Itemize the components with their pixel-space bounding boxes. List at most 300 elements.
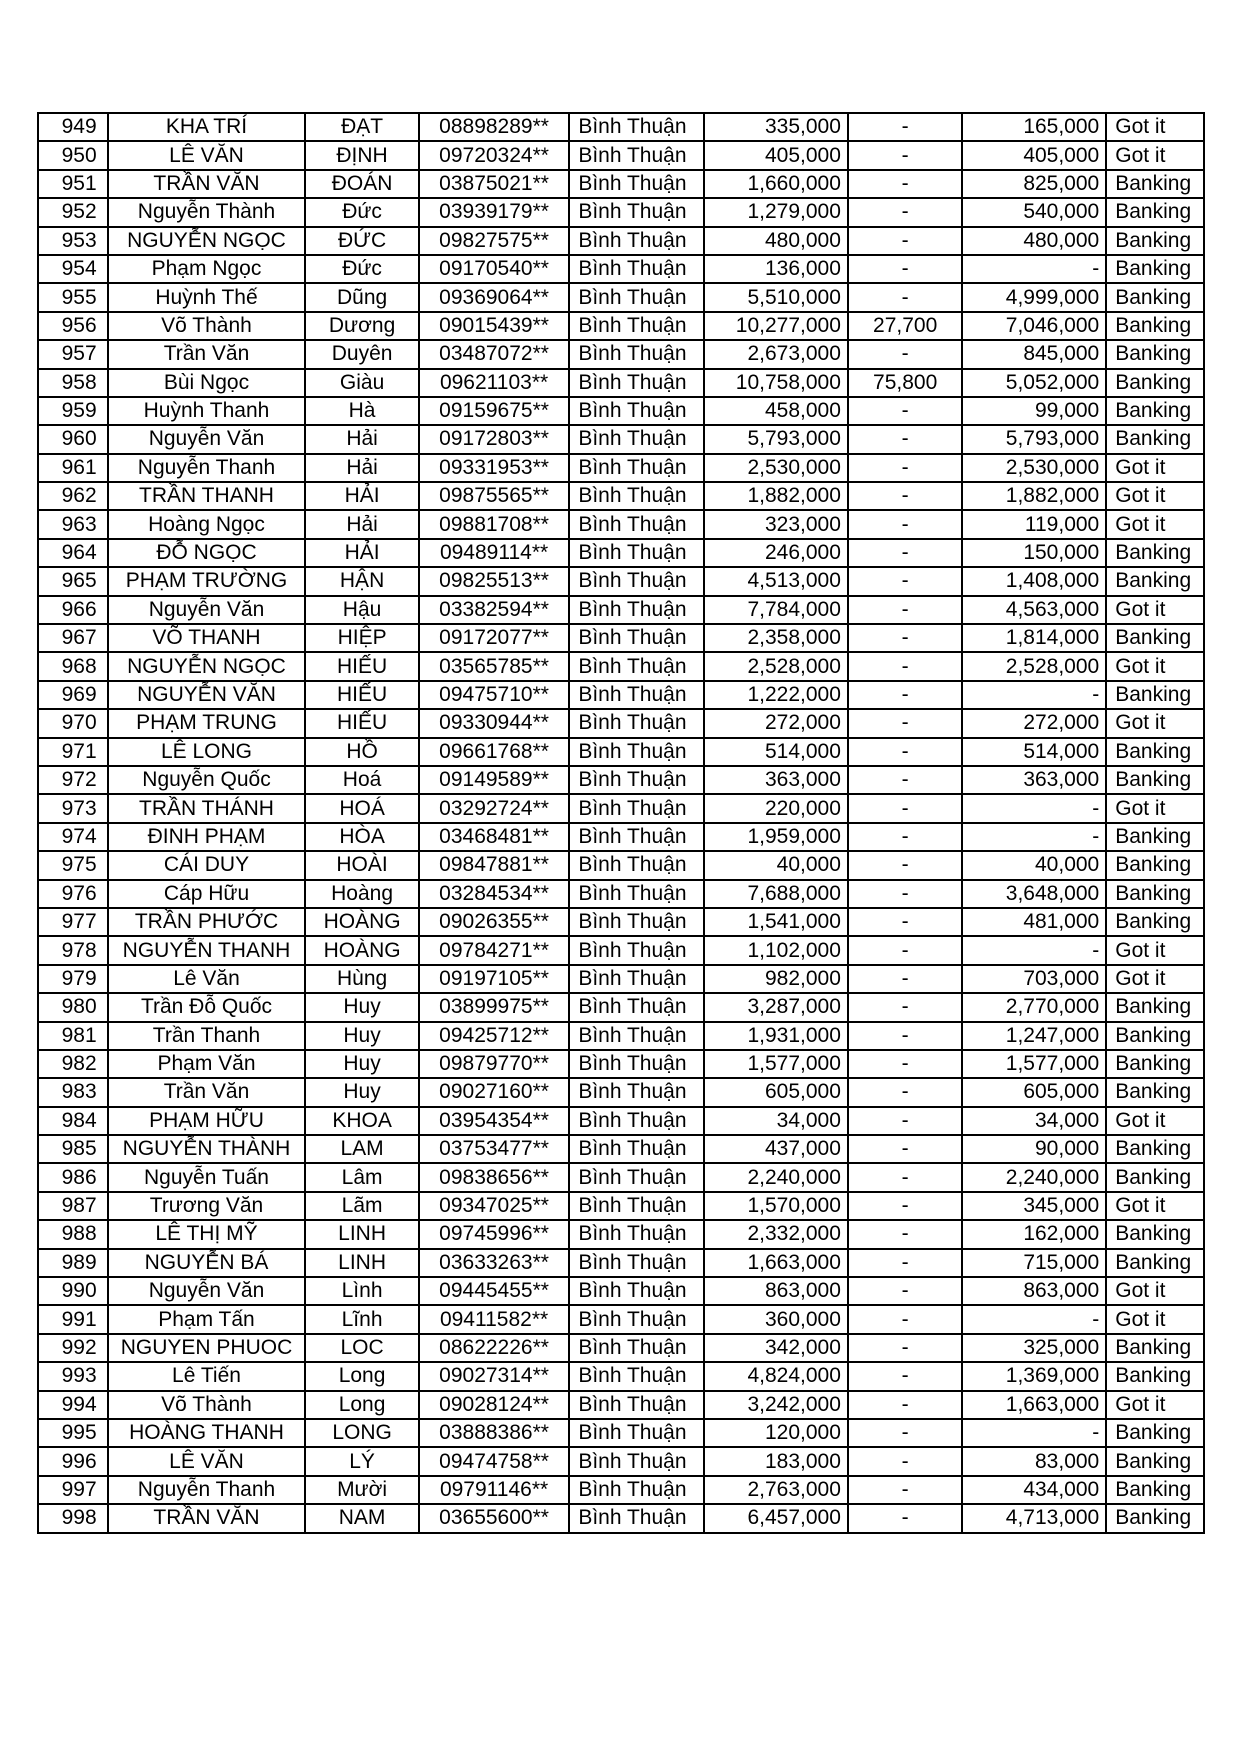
deduction-cell: - (848, 482, 963, 510)
province-cell: Bình Thuận (569, 539, 704, 567)
paid-amount-cell: - (962, 1419, 1106, 1447)
deduction-cell: - (848, 1447, 963, 1475)
given-name-cell: Hải (305, 510, 418, 538)
row-number: 960 (38, 425, 108, 453)
province-cell: Bình Thuận (569, 596, 704, 624)
payment-method-cell: Banking (1106, 198, 1204, 226)
deduction-cell: - (848, 113, 963, 141)
given-name-cell: Huy (305, 1022, 418, 1050)
given-name-cell: HỒ (305, 738, 418, 766)
province-cell: Bình Thuận (569, 1391, 704, 1419)
deduction-cell: - (848, 340, 963, 368)
deduction-cell: - (848, 510, 963, 538)
amount-cell: 2,358,000 (704, 624, 848, 652)
surname-cell: TRẦN PHƯỚC (108, 908, 306, 936)
deduction-cell: 27,700 (848, 312, 963, 340)
deduction-cell: - (848, 1135, 963, 1163)
paid-amount-cell: 480,000 (962, 227, 1106, 255)
row-number: 956 (38, 312, 108, 340)
province-cell: Bình Thuận (569, 425, 704, 453)
deduction-cell: - (848, 936, 963, 964)
table-row (38, 1504, 1204, 1532)
paid-amount-cell: 1,882,000 (962, 482, 1106, 510)
phone-cell: 09026355** (419, 908, 570, 936)
surname-cell: TRẦN THANH (108, 482, 306, 510)
surname-cell: Hoàng Ngọc (108, 510, 306, 538)
deduction-cell: - (848, 425, 963, 453)
phone-cell: 09661768** (419, 738, 570, 766)
phone-cell: 09791146** (419, 1476, 570, 1504)
given-name-cell: Hoàng (305, 880, 418, 908)
surname-cell: PHẠM TRUNG (108, 709, 306, 737)
province-cell: Bình Thuận (569, 255, 704, 283)
surname-cell: Trần Văn (108, 340, 306, 368)
phone-cell: 03468481** (419, 823, 570, 851)
surname-cell: Nguyễn Thanh (108, 1476, 306, 1504)
given-name-cell: HOÁ (305, 794, 418, 822)
province-cell: Bình Thuận (569, 738, 704, 766)
phone-cell: 09411582** (419, 1305, 570, 1333)
row-number: 974 (38, 823, 108, 851)
deduction-cell: - (848, 794, 963, 822)
phone-cell: 09172803** (419, 425, 570, 453)
payment-method-cell: Banking (1106, 1050, 1204, 1078)
given-name-cell: HẢI (305, 539, 418, 567)
phone-cell: 09027160** (419, 1078, 570, 1106)
deduction-cell: - (848, 738, 963, 766)
table-row (38, 454, 1204, 482)
amount-cell: 4,824,000 (704, 1362, 848, 1390)
table-row (38, 1476, 1204, 1504)
table-row (38, 1107, 1204, 1135)
row-number: 953 (38, 227, 108, 255)
amount-cell: 1,279,000 (704, 198, 848, 226)
paid-amount-cell: 99,000 (962, 397, 1106, 425)
phone-cell: 09784271** (419, 936, 570, 964)
phone-cell: 09847881** (419, 851, 570, 879)
table-row (38, 113, 1204, 141)
amount-cell: 40,000 (704, 851, 848, 879)
amount-cell: 220,000 (704, 794, 848, 822)
phone-cell: 03382594** (419, 596, 570, 624)
deduction-cell: - (848, 596, 963, 624)
payment-method-cell: Got it (1106, 482, 1204, 510)
payment-method-cell: Banking (1106, 227, 1204, 255)
phone-cell: 09330944** (419, 709, 570, 737)
province-cell: Bình Thuận (569, 170, 704, 198)
amount-cell: 405,000 (704, 141, 848, 169)
payment-method-cell: Got it (1106, 510, 1204, 538)
row-number: 972 (38, 766, 108, 794)
province-cell: Bình Thuận (569, 312, 704, 340)
surname-cell: LÊ VĂN (108, 141, 306, 169)
paid-amount-cell: 1,814,000 (962, 624, 1106, 652)
phone-cell: 09172077** (419, 624, 570, 652)
phone-cell: 09197105** (419, 965, 570, 993)
payment-method-cell: Banking (1106, 397, 1204, 425)
row-number: 980 (38, 993, 108, 1021)
payment-method-cell: Got it (1106, 965, 1204, 993)
province-cell: Bình Thuận (569, 794, 704, 822)
paid-amount-cell: 5,052,000 (962, 369, 1106, 397)
table-row (38, 766, 1204, 794)
table-row (38, 1022, 1204, 1050)
table-row (38, 1277, 1204, 1305)
paid-amount-cell: 514,000 (962, 738, 1106, 766)
deduction-cell: - (848, 1192, 963, 1220)
deduction-cell: - (848, 1050, 963, 1078)
table-row (38, 709, 1204, 737)
row-number: 965 (38, 567, 108, 595)
paid-amount-cell: 3,648,000 (962, 880, 1106, 908)
paid-amount-cell: 405,000 (962, 141, 1106, 169)
phone-cell: 09347025** (419, 1192, 570, 1220)
given-name-cell: HẢI (305, 482, 418, 510)
province-cell: Bình Thuận (569, 1078, 704, 1106)
amount-cell: 863,000 (704, 1277, 848, 1305)
table-row (38, 936, 1204, 964)
province-cell: Bình Thuận (569, 681, 704, 709)
province-cell: Bình Thuận (569, 1163, 704, 1191)
paid-amount-cell: 434,000 (962, 1476, 1106, 1504)
row-number: 998 (38, 1504, 108, 1532)
deduction-cell: - (848, 993, 963, 1021)
row-number: 993 (38, 1362, 108, 1390)
province-cell: Bình Thuận (569, 1107, 704, 1135)
amount-cell: 5,510,000 (704, 283, 848, 311)
given-name-cell: Lâm (305, 1163, 418, 1191)
given-name-cell: ĐOÁN (305, 170, 418, 198)
payment-method-cell: Banking (1106, 681, 1204, 709)
given-name-cell: Long (305, 1362, 418, 1390)
table-row (38, 1249, 1204, 1277)
province-cell: Bình Thuận (569, 1334, 704, 1362)
province-cell: Bình Thuận (569, 1362, 704, 1390)
amount-cell: 1,102,000 (704, 936, 848, 964)
amount-cell: 2,528,000 (704, 652, 848, 680)
given-name-cell: HIẾU (305, 709, 418, 737)
phone-cell: 09159675** (419, 397, 570, 425)
surname-cell: ĐỖ NGỌC (108, 539, 306, 567)
phone-cell: 09474758** (419, 1447, 570, 1475)
paid-amount-cell: 40,000 (962, 851, 1106, 879)
amount-cell: 6,457,000 (704, 1504, 848, 1532)
given-name-cell: HOÀI (305, 851, 418, 879)
surname-cell: NGUYỄN NGỌC (108, 652, 306, 680)
province-cell: Bình Thuận (569, 1050, 704, 1078)
province-cell: Bình Thuận (569, 1192, 704, 1220)
province-cell: Bình Thuận (569, 1447, 704, 1475)
surname-cell: Võ Thành (108, 1391, 306, 1419)
paid-amount-cell: 5,793,000 (962, 425, 1106, 453)
payment-method-cell: Banking (1106, 1476, 1204, 1504)
amount-cell: 982,000 (704, 965, 848, 993)
table-row (38, 652, 1204, 680)
table-row (38, 510, 1204, 538)
given-name-cell: Đức (305, 198, 418, 226)
province-cell: Bình Thuận (569, 1220, 704, 1248)
payment-method-cell: Banking (1106, 283, 1204, 311)
surname-cell: Huỳnh Thanh (108, 397, 306, 425)
deduction-cell: - (848, 1334, 963, 1362)
province-cell: Bình Thuận (569, 936, 704, 964)
surname-cell: TRẦN THÁNH (108, 794, 306, 822)
paid-amount-cell: 703,000 (962, 965, 1106, 993)
table-row (38, 681, 1204, 709)
surname-cell: LÊ THỊ MỸ (108, 1220, 306, 1248)
surname-cell: LÊ LONG (108, 738, 306, 766)
table-row (38, 624, 1204, 652)
deduction-cell: - (848, 198, 963, 226)
deduction-cell: - (848, 397, 963, 425)
deduction-cell: - (848, 823, 963, 851)
payment-method-cell: Banking (1106, 738, 1204, 766)
payment-method-cell: Banking (1106, 1135, 1204, 1163)
phone-cell: 09621103** (419, 369, 570, 397)
paid-amount-cell: 325,000 (962, 1334, 1106, 1362)
amount-cell: 1,882,000 (704, 482, 848, 510)
row-number: 996 (38, 1447, 108, 1475)
table-row (38, 1163, 1204, 1191)
phone-cell: 09720324** (419, 141, 570, 169)
phone-cell: 09827575** (419, 227, 570, 255)
province-cell: Bình Thuận (569, 1022, 704, 1050)
table-row (38, 482, 1204, 510)
given-name-cell: ĐỨC (305, 227, 418, 255)
amount-cell: 1,931,000 (704, 1022, 848, 1050)
phone-cell: 03655600** (419, 1504, 570, 1532)
amount-cell: 458,000 (704, 397, 848, 425)
row-number: 979 (38, 965, 108, 993)
row-number: 951 (38, 170, 108, 198)
deduction-cell: - (848, 141, 963, 169)
province-cell: Bình Thuận (569, 198, 704, 226)
amount-cell: 246,000 (704, 539, 848, 567)
phone-cell: 03565785** (419, 652, 570, 680)
deduction-cell: 75,800 (848, 369, 963, 397)
deduction-cell: - (848, 880, 963, 908)
deduction-cell: - (848, 283, 963, 311)
payment-method-cell: Banking (1106, 1334, 1204, 1362)
given-name-cell: Hoá (305, 766, 418, 794)
province-cell: Bình Thuận (569, 1476, 704, 1504)
surname-cell: HOÀNG THANH (108, 1419, 306, 1447)
province-cell: Bình Thuận (569, 283, 704, 311)
paid-amount-cell: - (962, 1305, 1106, 1333)
table-row (38, 567, 1204, 595)
province-cell: Bình Thuận (569, 993, 704, 1021)
amount-cell: 4,513,000 (704, 567, 848, 595)
given-name-cell: LAM (305, 1135, 418, 1163)
phone-cell: 03753477** (419, 1135, 570, 1163)
phone-cell: 09875565** (419, 482, 570, 510)
surname-cell: NGUYEN PHUOC (108, 1334, 306, 1362)
row-number: 978 (38, 936, 108, 964)
phone-cell: 03899975** (419, 993, 570, 1021)
amount-cell: 1,570,000 (704, 1192, 848, 1220)
amount-cell: 183,000 (704, 1447, 848, 1475)
table-row (38, 1220, 1204, 1248)
payment-method-cell: Banking (1106, 255, 1204, 283)
amount-cell: 514,000 (704, 738, 848, 766)
row-number: 994 (38, 1391, 108, 1419)
row-number: 991 (38, 1305, 108, 1333)
table-row (38, 227, 1204, 255)
amount-cell: 437,000 (704, 1135, 848, 1163)
surname-cell: Phạm Ngọc (108, 255, 306, 283)
deduction-cell: - (848, 1504, 963, 1532)
province-cell: Bình Thuận (569, 340, 704, 368)
row-number: 959 (38, 397, 108, 425)
surname-cell: Cáp Hữu (108, 880, 306, 908)
deduction-cell: - (848, 652, 963, 680)
amount-cell: 480,000 (704, 227, 848, 255)
phone-cell: 09475710** (419, 681, 570, 709)
row-number: 950 (38, 141, 108, 169)
payment-method-cell: Got it (1106, 1277, 1204, 1305)
phone-cell: 09149589** (419, 766, 570, 794)
table-row (38, 255, 1204, 283)
province-cell: Bình Thuận (569, 823, 704, 851)
payment-method-cell: Banking (1106, 1022, 1204, 1050)
payment-method-cell: Banking (1106, 766, 1204, 794)
province-cell: Bình Thuận (569, 652, 704, 680)
province-cell: Bình Thuận (569, 113, 704, 141)
amount-cell: 10,277,000 (704, 312, 848, 340)
given-name-cell: HẬN (305, 567, 418, 595)
phone-cell: 09027314** (419, 1362, 570, 1390)
phone-cell: 03954354** (419, 1107, 570, 1135)
surname-cell: PHẠM TRƯỜNG (108, 567, 306, 595)
given-name-cell: Dương (305, 312, 418, 340)
deduction-cell: - (848, 851, 963, 879)
phone-cell: 09881708** (419, 510, 570, 538)
paid-amount-cell: 272,000 (962, 709, 1106, 737)
given-name-cell: Long (305, 1391, 418, 1419)
payment-method-cell: Banking (1106, 851, 1204, 879)
given-name-cell: HOÀNG (305, 936, 418, 964)
surname-cell: TRẦN VĂN (108, 1504, 306, 1532)
amount-cell: 7,784,000 (704, 596, 848, 624)
surname-cell: Nguyễn Văn (108, 1277, 306, 1305)
paid-amount-cell: 162,000 (962, 1220, 1106, 1248)
paid-amount-cell: 825,000 (962, 170, 1106, 198)
deduction-cell: - (848, 567, 963, 595)
table-body (38, 113, 1204, 1533)
payment-method-cell: Banking (1106, 1504, 1204, 1532)
payment-method-cell: Banking (1106, 880, 1204, 908)
province-cell: Bình Thuận (569, 851, 704, 879)
paid-amount-cell: 2,528,000 (962, 652, 1106, 680)
deduction-cell: - (848, 1078, 963, 1106)
given-name-cell: HÒA (305, 823, 418, 851)
payment-method-cell: Got it (1106, 141, 1204, 169)
given-name-cell: Dũng (305, 283, 418, 311)
surname-cell: TRẦN VĂN (108, 170, 306, 198)
given-name-cell: Mười (305, 1476, 418, 1504)
table-row (38, 340, 1204, 368)
province-cell: Bình Thuận (569, 965, 704, 993)
province-cell: Bình Thuận (569, 1135, 704, 1163)
payment-method-cell: Got it (1106, 794, 1204, 822)
deduction-cell: - (848, 1391, 963, 1419)
table-row (38, 1135, 1204, 1163)
row-number: 957 (38, 340, 108, 368)
surname-cell: LÊ VĂN (108, 1447, 306, 1475)
payment-method-cell: Banking (1106, 823, 1204, 851)
province-cell: Bình Thuận (569, 709, 704, 737)
province-cell: Bình Thuận (569, 482, 704, 510)
surname-cell: NGUYỄN BÁ (108, 1249, 306, 1277)
surname-cell: NGUYỄN NGỌC (108, 227, 306, 255)
province-cell: Bình Thuận (569, 369, 704, 397)
paid-amount-cell: 1,369,000 (962, 1362, 1106, 1390)
amount-cell: 272,000 (704, 709, 848, 737)
amount-cell: 363,000 (704, 766, 848, 794)
province-cell: Bình Thuận (569, 227, 704, 255)
row-number: 987 (38, 1192, 108, 1220)
payment-method-cell: Banking (1106, 369, 1204, 397)
given-name-cell: Hậu (305, 596, 418, 624)
row-number: 973 (38, 794, 108, 822)
row-number: 962 (38, 482, 108, 510)
payment-method-cell: Banking (1106, 312, 1204, 340)
deduction-cell: - (848, 227, 963, 255)
paid-amount-cell: 715,000 (962, 1249, 1106, 1277)
data-table (37, 112, 1205, 1534)
surname-cell: NGUYỄN THANH (108, 936, 306, 964)
table-row (38, 1192, 1204, 1220)
surname-cell: Nguyễn Thành (108, 198, 306, 226)
amount-cell: 342,000 (704, 1334, 848, 1362)
surname-cell: KHA TRÍ (108, 113, 306, 141)
surname-cell: Trương Văn (108, 1192, 306, 1220)
row-number: 986 (38, 1163, 108, 1191)
row-number: 963 (38, 510, 108, 538)
payment-method-cell: Got it (1106, 454, 1204, 482)
paid-amount-cell: - (962, 936, 1106, 964)
amount-cell: 1,663,000 (704, 1249, 848, 1277)
payment-method-cell: Banking (1106, 1220, 1204, 1248)
deduction-cell: - (848, 908, 963, 936)
paid-amount-cell: 345,000 (962, 1192, 1106, 1220)
surname-cell: Lê Tiến (108, 1362, 306, 1390)
surname-cell: Trần Văn (108, 1078, 306, 1106)
deduction-cell: - (848, 1277, 963, 1305)
amount-cell: 1,541,000 (704, 908, 848, 936)
surname-cell: Trần Thanh (108, 1022, 306, 1050)
payment-method-cell: Banking (1106, 567, 1204, 595)
given-name-cell: HOÀNG (305, 908, 418, 936)
payment-method-cell: Got it (1106, 1107, 1204, 1135)
deduction-cell: - (848, 1022, 963, 1050)
paid-amount-cell: 1,408,000 (962, 567, 1106, 595)
row-number: 985 (38, 1135, 108, 1163)
phone-cell: 09445455** (419, 1277, 570, 1305)
paid-amount-cell: - (962, 681, 1106, 709)
table-row (38, 539, 1204, 567)
paid-amount-cell: 2,240,000 (962, 1163, 1106, 1191)
paid-amount-cell: - (962, 823, 1106, 851)
province-cell: Bình Thuận (569, 908, 704, 936)
table-row (38, 823, 1204, 851)
table-row (38, 794, 1204, 822)
paid-amount-cell: 1,247,000 (962, 1022, 1106, 1050)
phone-cell: 09489114** (419, 539, 570, 567)
deduction-cell: - (848, 454, 963, 482)
given-name-cell: Đức (305, 255, 418, 283)
amount-cell: 1,577,000 (704, 1050, 848, 1078)
